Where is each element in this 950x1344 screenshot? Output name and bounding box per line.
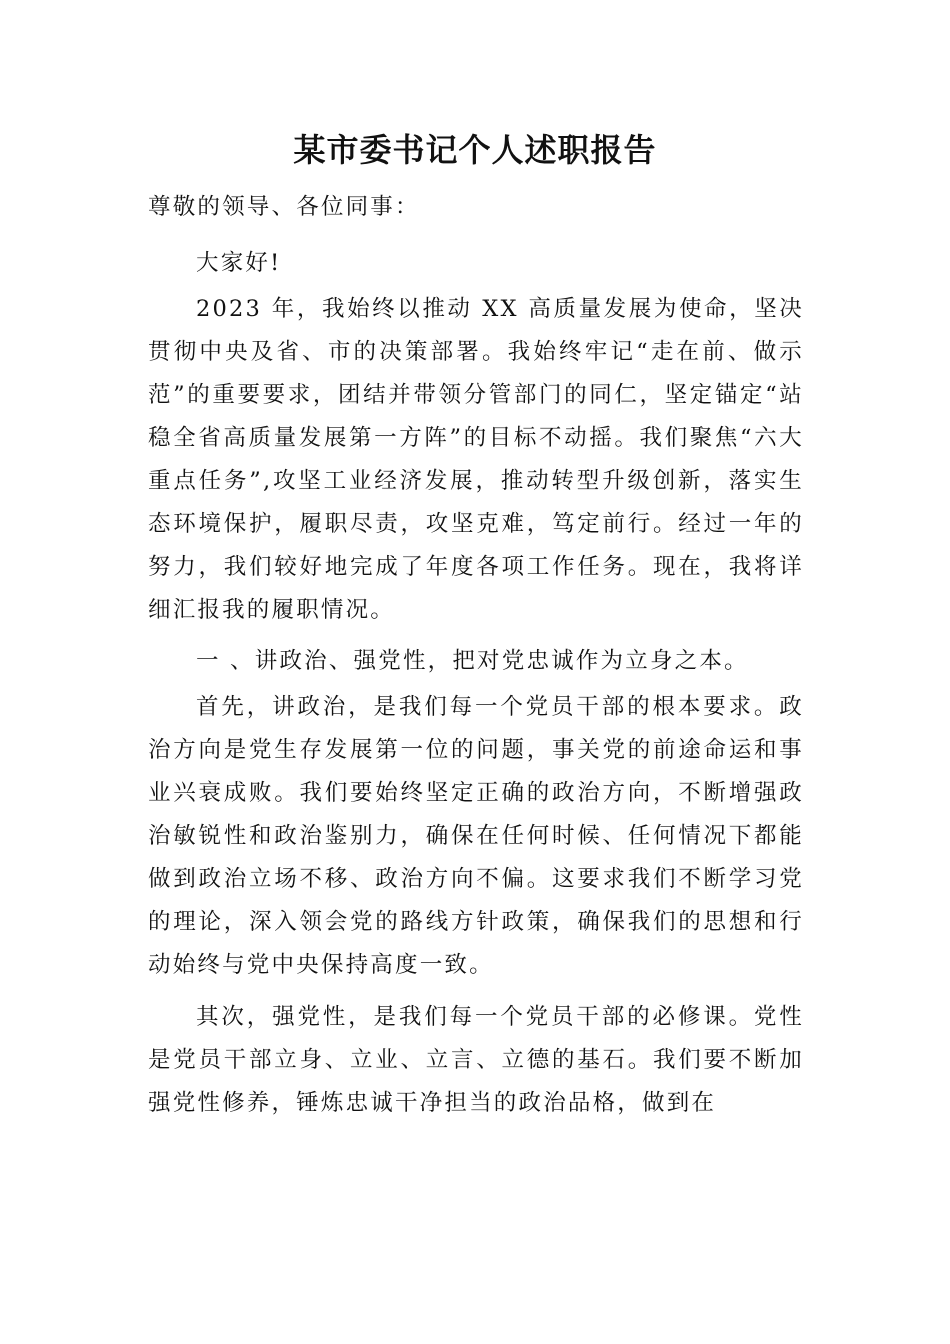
- paragraph-party-spirit: 其次，强党性，是我们每一个党员干部的必修课。党性是党员干部立身、立业、立言、立德的基石。我们要不断加强党性修养，锤炼忠诚干净担当的政治品格，做到在: [148, 1004, 804, 1116]
- greeting: 大家好!: [196, 250, 282, 276]
- section-heading-1: 一 、讲政治、强党性，把对党忠诚作为立身之本。: [196, 648, 749, 674]
- paragraph-politics: 首先，讲政治，是我们每一个党员干部的根本要求。政治方向是党生存发展第一位的问题，事关党的前途命运和事业兴衰成败。我们要始终坚定正确的政治方向，不断增强政治敏锐性和政治鉴别力，确保在任何时候、任何情况下都能做到政治立场不移、政治方向不偏。这要求我们不断学习党的理论，深入领会党的路线方针政策，确保我们的思想和行动始终与党中央保持高度一致。: [148, 694, 804, 978]
- salutation: 尊敬的领导、各位同事：: [148, 194, 420, 220]
- document-title: 某市委书记个人述职报告: [293, 131, 657, 169]
- paragraph-intro: 2023 年，我始终以推动 XX 高质量发展为使命，坚决贯彻中央及省、市的决策部署。我始终牢记“走在前、做示范”的重要要求，团结并带领分管部门的同仁，坚定锚定“站稳全省高质量发展第一方阵”的目标不动摇。我们聚焦“六大重点任务”,攻坚工业经济发展，推动转型升级创新，落实生态环境保护，履职尽责，攻坚克难，笃定前行。经过一年的努力，我们较好地完成了年度各项工作任务。现在，我将详细汇报我的履职情况。: [148, 296, 804, 623]
